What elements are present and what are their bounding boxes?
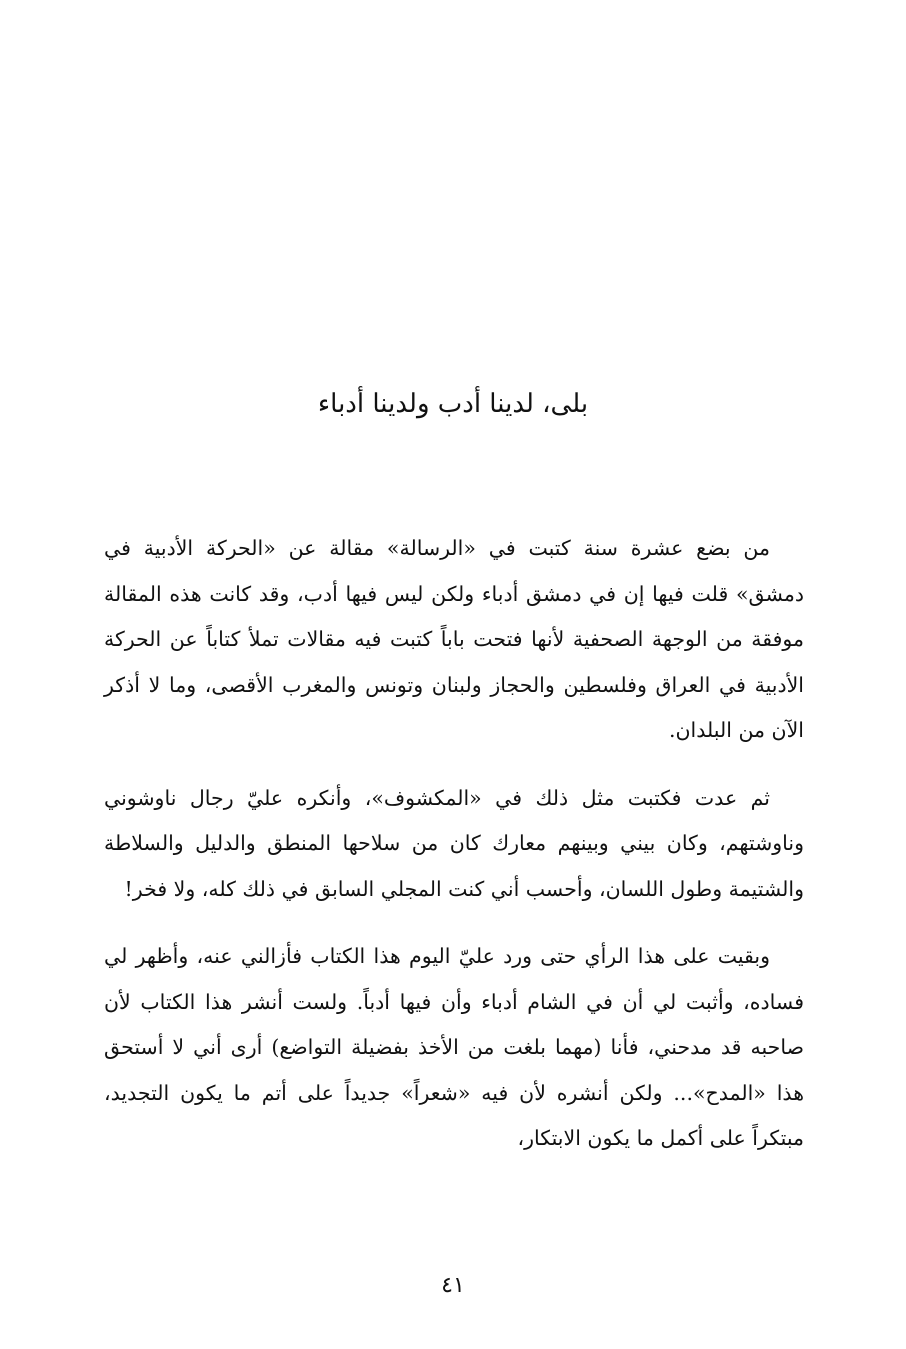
paragraph-3: وبقيت على هذا الرأي حتى ورد عليّ اليوم هذا الكتاب فأزالني عنه، وأظهر لي فساده، وأثبت لي أن في الشام أدباء وأن فيها أدباً. ولست أنشر هذا الكتاب لأن صاحبه قد مدحني، فأنا (مهما بلغت من الأخذ بفضيلة التواضع) أرى أني لا أستحق هذا «المدح»... ولكن أنشره لأن فيه «شعراً» جديداً على أتم ما يكون التجديد، مبتكراً على أكمل ما يكون الابتكار، xyxy=(104,944,804,1150)
paragraph-2: ثم عدت فكتبت مثل ذلك في «المكشوف»، وأنكره عليّ رجال ناوشوني وناوشتهم، وكان بيني وبينهم معارك كان من سلاحها المنطق والدليل والسلاطة والشتيمة وطول اللسان، وأحسب أني كنت المجلي السابق في ذلك كله، ولا فخر! xyxy=(104,785,804,901)
body-text xyxy=(104,526,804,1184)
page-number: ٤١ xyxy=(441,1273,465,1298)
chapter-title: بلى، لدينا أدب ولدينا أدباء xyxy=(317,389,589,419)
paragraph-1: من بضع عشرة سنة كتبت في «الرسالة» مقالة عن «الحركة الأدبية في دمشق» قلت فيها إن في دمشق أدباء ولكن ليس فيها أدب، وقد كانت هذه المقالة موفقة من الوجهة الصحفية لأنها فتحت باباً كتبت فيه مقالات تملأ كتاباً عن الحركة الأدبية في العراق وفلسطين والحجاز ولبنان وتونس والمغرب الأقصى، وما لا أذكر الآن من البلدان. xyxy=(104,536,804,742)
